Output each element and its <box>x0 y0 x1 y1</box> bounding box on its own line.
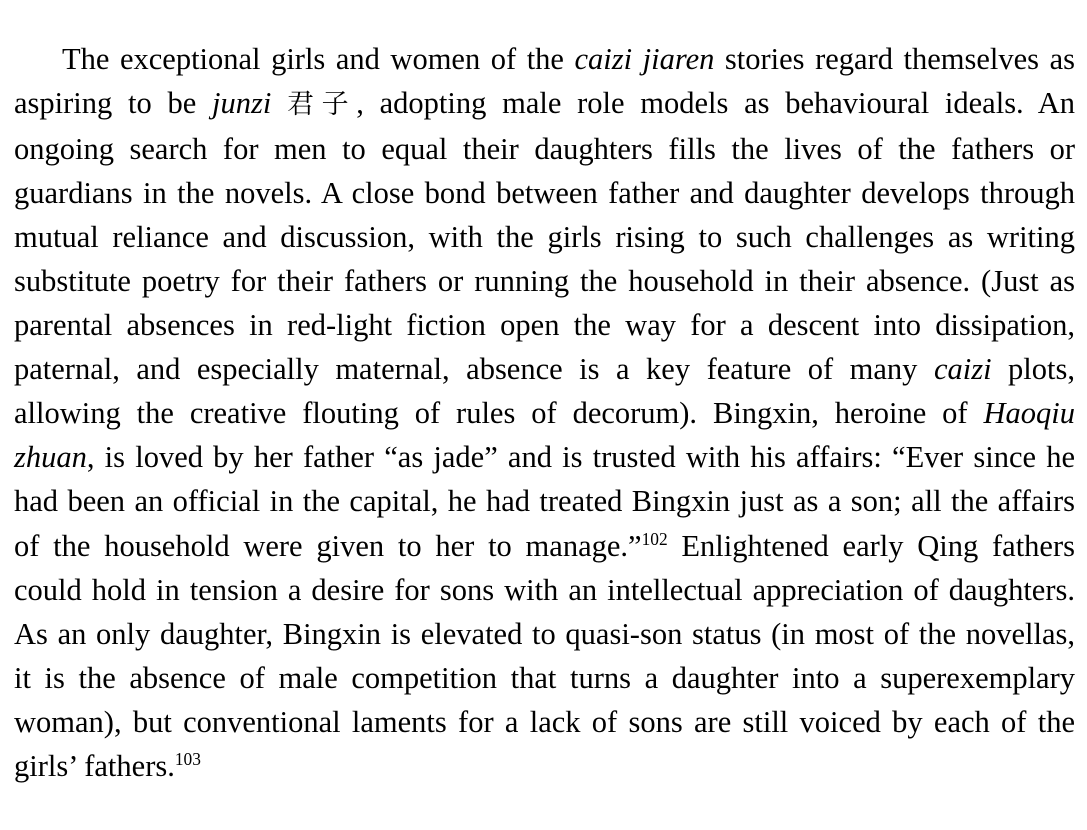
footnote-marker[interactable]: 102 <box>641 529 668 549</box>
text-run: The exceptional girls and women of the <box>62 41 575 76</box>
text-run: plots, allowing the creative flouting of rules of decorum). Bingxin, heroine of <box>14 352 1075 431</box>
text-run: Enlightened early Qing fathers could hold in tension a desire for sons with an intellectual appreciation of daughters. As an only daughter, Bingxin is elevated to quasi-son status (in most of the novellas, it is the absence of male competition that turns a daughter into a superexemplary woman), but conventional laments for a lack of sons are still voiced by each of the girls’ fathers. <box>14 528 1075 783</box>
text-run: stories regard themselves as aspiring to be <box>14 41 1075 120</box>
italic-term: caizi jiaren <box>574 41 715 76</box>
text-run: , adopting male role models as behavioural ideals. An ongoing search for men to equal their daughters fills the lives of the fathers or guardians in the novels. A close bond between father and daughter develops through mutual reliance and discussion, with the girls rising to such challenges as writing substitute poetry for their fathers or running the household in their absence. (Just as parental absences in red-light fiction open the way for a descent into dissipation, paternal, and especially maternal, absence is a key feature of many <box>14 85 1076 387</box>
footnote-marker[interactable]: 103 <box>174 749 201 769</box>
italic-term: caizi <box>933 352 992 387</box>
cjk-term: 君子 <box>287 88 357 120</box>
text-run: , is loved by her father “as jade” and is trusted with his affairs: “Ever since he had been an official in the capital, he had treated Bingxin just as a son; all the affairs of the household were given to her to manage.” <box>14 440 1075 563</box>
italic-term: Haoqiu zhuan <box>14 396 1075 475</box>
text-run <box>271 86 287 120</box>
italic-term: junzi <box>211 85 272 120</box>
body-paragraph <box>14 37 1075 789</box>
